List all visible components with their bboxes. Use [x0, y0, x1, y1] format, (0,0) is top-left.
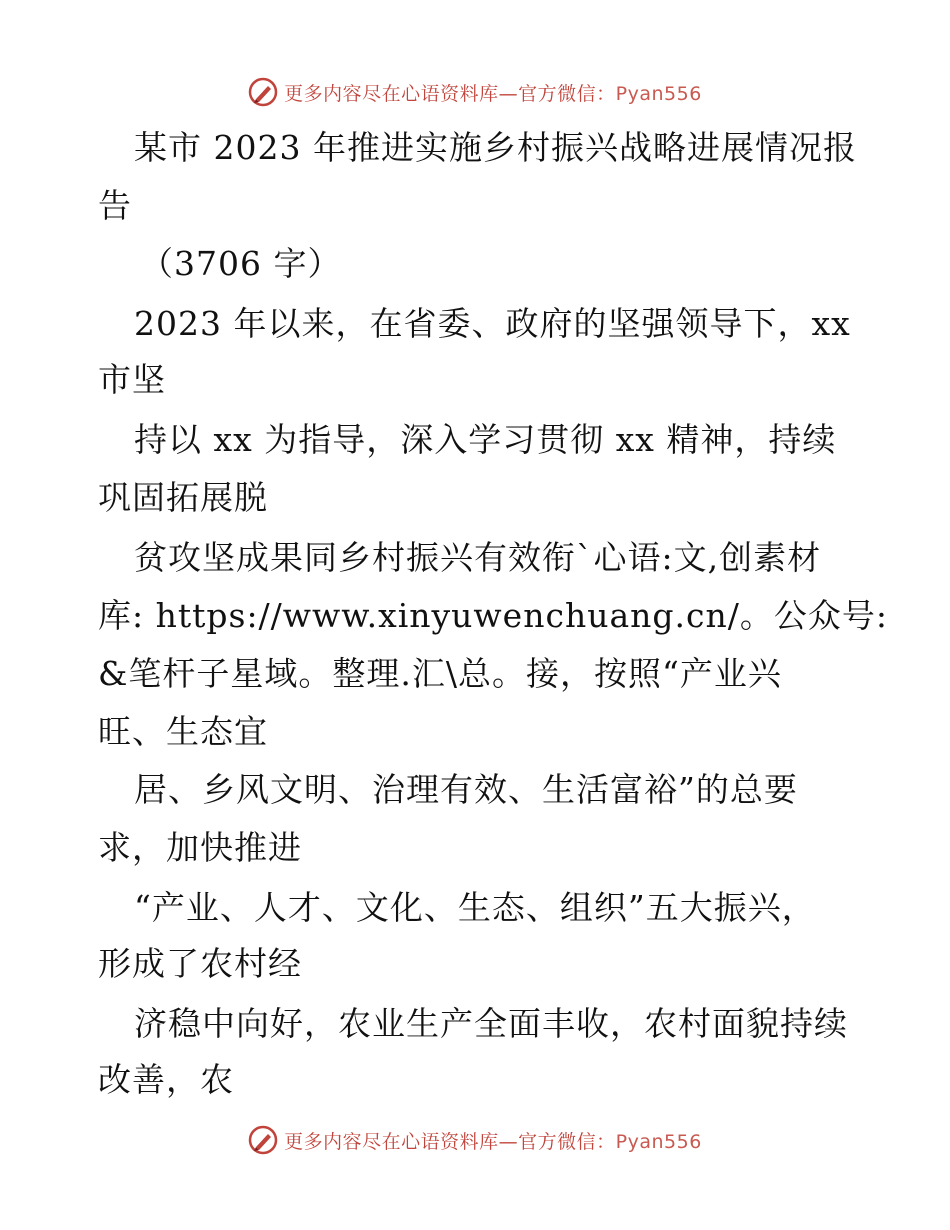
paragraph-line: 巩固拓展脱 — [98, 478, 268, 517]
paragraph-line: 济稳中向好，农业生产全面丰收，农村面貌持续 — [134, 1004, 848, 1043]
title-line-2: 告 — [98, 186, 132, 225]
paragraph-line: 求，加快推进 — [98, 828, 302, 867]
word-count: （3706 字） — [140, 244, 342, 283]
paragraph-line: &笔杆子星域。整理.汇\总。接，按照“产业兴 — [98, 654, 782, 693]
banner-handle: Pyan556 — [615, 82, 702, 105]
paragraph-line: 持以 xx 为指导，深入学习贯彻 xx 精神，持续 — [134, 420, 837, 459]
paragraph-line: 库: https://www.xinyuwenchuang.cn/。公众号: — [98, 596, 888, 635]
paragraph-line: 贫攻坚成果同乡村振兴有效衔`心语:文,创素材 — [134, 538, 822, 577]
pen-logo-icon — [248, 1125, 278, 1155]
paragraph-line: 2023 年以来，在省委、政府的坚强领导下，xx — [134, 304, 851, 343]
paragraph-line: 居、乡风文明、治理有效、生活富裕”的总要 — [134, 770, 798, 809]
banner-text: 更多内容尽在心语资料库—官方微信：Pyan556 — [284, 1130, 702, 1153]
banner-text: 更多内容尽在心语资料库—官方微信：Pyan556 — [284, 82, 702, 105]
title-line-1: 某市 2023 年推进实施乡村振兴战略进展情况报 — [134, 128, 857, 167]
paragraph-line: 旺、生态宜 — [98, 712, 268, 751]
paragraph-line: 改善，农 — [98, 1060, 234, 1099]
paragraph-line: 形成了农村经 — [98, 944, 302, 983]
banner-handle: Pyan556 — [615, 1130, 702, 1153]
paragraph-line: “产业、人才、文化、生态、组织”五大振兴， — [134, 888, 816, 927]
paragraph-line: 市坚 — [98, 360, 166, 399]
footer-banner — [0, 1120, 950, 1160]
